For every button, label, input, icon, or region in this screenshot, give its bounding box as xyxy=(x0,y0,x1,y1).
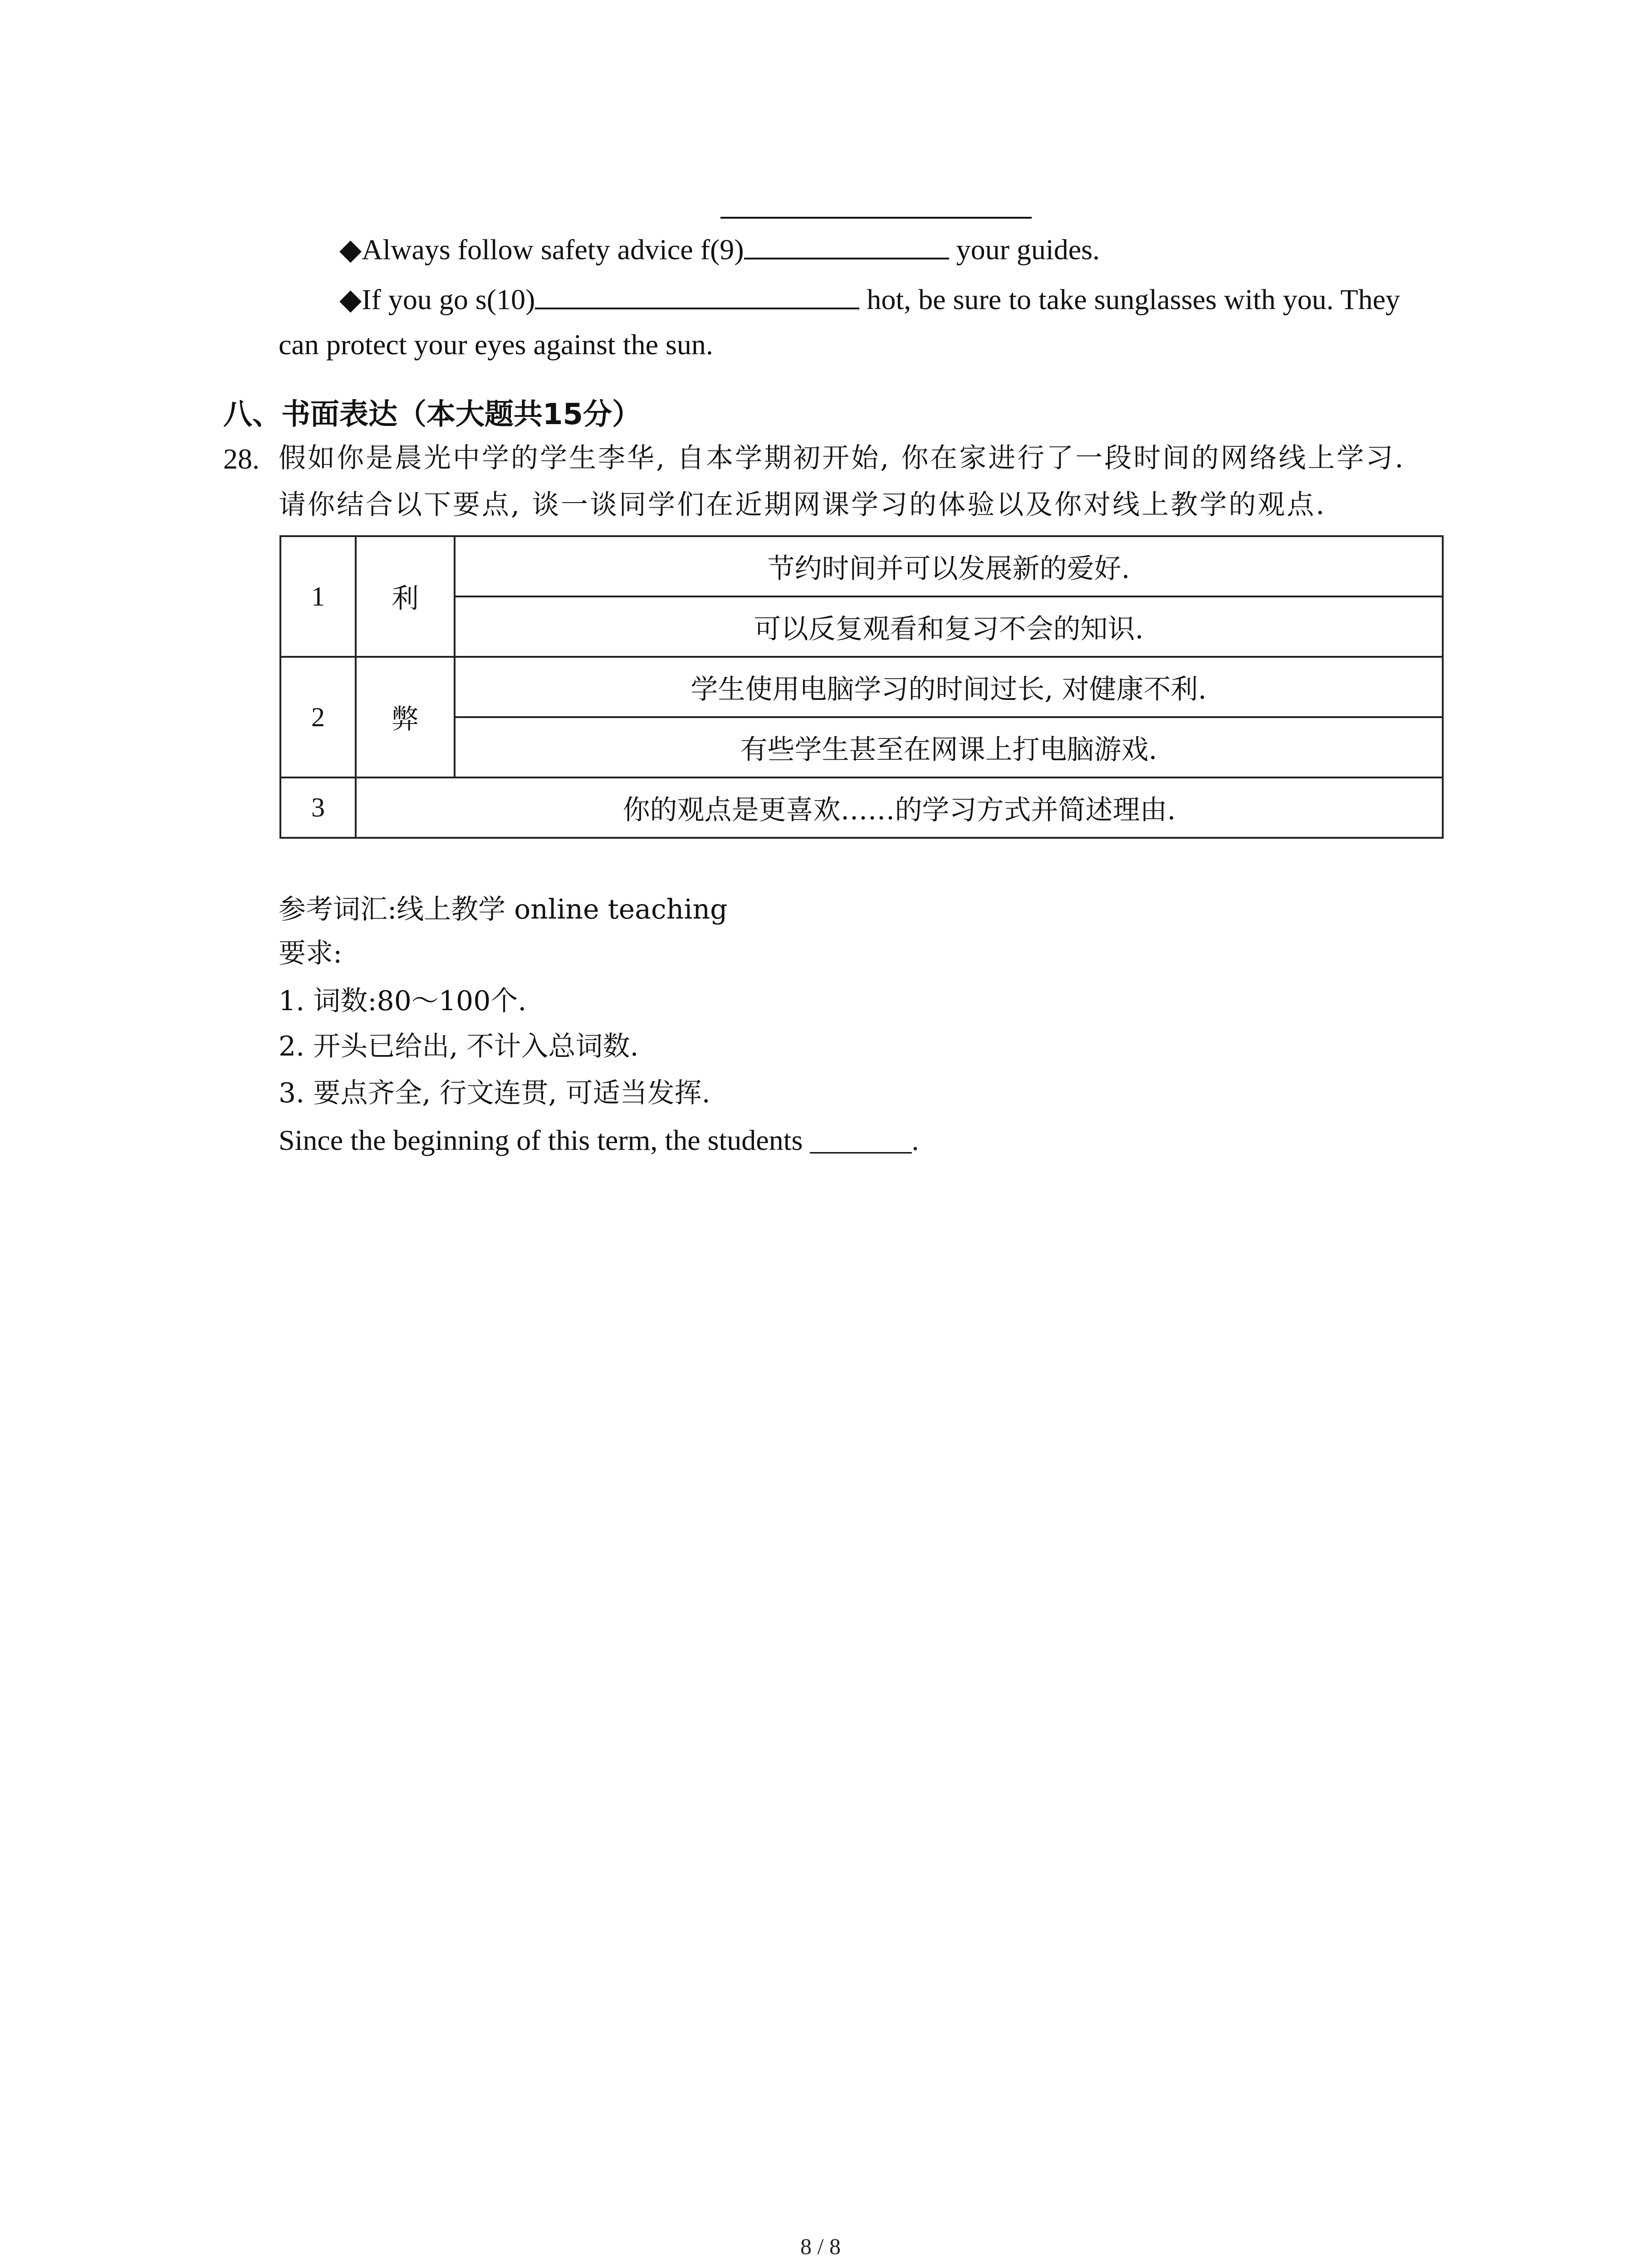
question-prompt-line-1: 假如你是晨光中学的学生李华, 自本学期初开始, 你在家进行了一段时间的网络线上学习. xyxy=(279,442,1406,474)
requirement-2: 2. 开头已给出, 不计入总词数. xyxy=(279,1031,639,1062)
answer-blank-9[interactable] xyxy=(744,231,949,259)
safety-item-10-suffix: hot, be sure to take sunglasses with you. They xyxy=(859,283,1400,316)
table-row xyxy=(280,777,1443,838)
answer-blank-line[interactable] xyxy=(720,217,1032,219)
safety-item-10-continuation: can protect your eyes against the sun. xyxy=(279,328,713,361)
point-cell: 学生使用电脑学习的时间过长, 对健康不利. xyxy=(455,657,1443,717)
table-row xyxy=(280,536,1443,596)
row-number: 3 xyxy=(280,777,356,838)
question-prompt-line-2: 请你结合以下要点, 谈一谈同学们在近期网课学习的体验以及你对线上教学的观点. xyxy=(279,489,1327,521)
reference-vocab: 参考词汇:线上教学 online teaching xyxy=(279,894,728,925)
essay-opening: Since the beginning of this term, the students _______. xyxy=(279,1124,919,1156)
row-label-cons: 弊 xyxy=(356,657,455,777)
table-row xyxy=(280,657,1443,717)
table-row xyxy=(280,596,1443,657)
row-label-pros: 利 xyxy=(356,536,455,657)
safety-item-9-suffix: your guides. xyxy=(949,233,1100,266)
table-row xyxy=(280,717,1443,777)
section-heading: 八、书面表达（本大题共15分） xyxy=(223,398,642,431)
safety-item-10-prefix: ◆If you go s(10) xyxy=(339,283,535,316)
row-number: 1 xyxy=(280,536,356,657)
point-cell: 节约时间并可以发展新的爱好. xyxy=(455,536,1443,596)
safety-item-10 xyxy=(339,281,1400,314)
point-cell: 有些学生甚至在网课上打电脑游戏. xyxy=(455,717,1443,777)
requirement-1: 1. 词数:80～100个. xyxy=(279,985,527,1017)
page-number: 8 / 8 xyxy=(800,2234,841,2259)
point-cell-opinion: 你的观点是更喜欢……的学习方式并简述理由. xyxy=(356,777,1443,838)
answer-blank-10[interactable] xyxy=(535,281,859,309)
requirement-3: 3. 要点齐全, 行文连贯, 可适当发挥. xyxy=(279,1077,710,1109)
question-number: 28. xyxy=(223,443,260,475)
safety-item-9-prefix: ◆Always follow safety advice f(9) xyxy=(339,233,744,266)
point-cell: 可以反复观看和复习不会的知识. xyxy=(455,596,1443,657)
requirements-title: 要求: xyxy=(279,938,343,969)
key-points-table xyxy=(279,535,1444,839)
safety-item-9 xyxy=(339,231,1100,264)
row-number: 2 xyxy=(280,657,356,777)
